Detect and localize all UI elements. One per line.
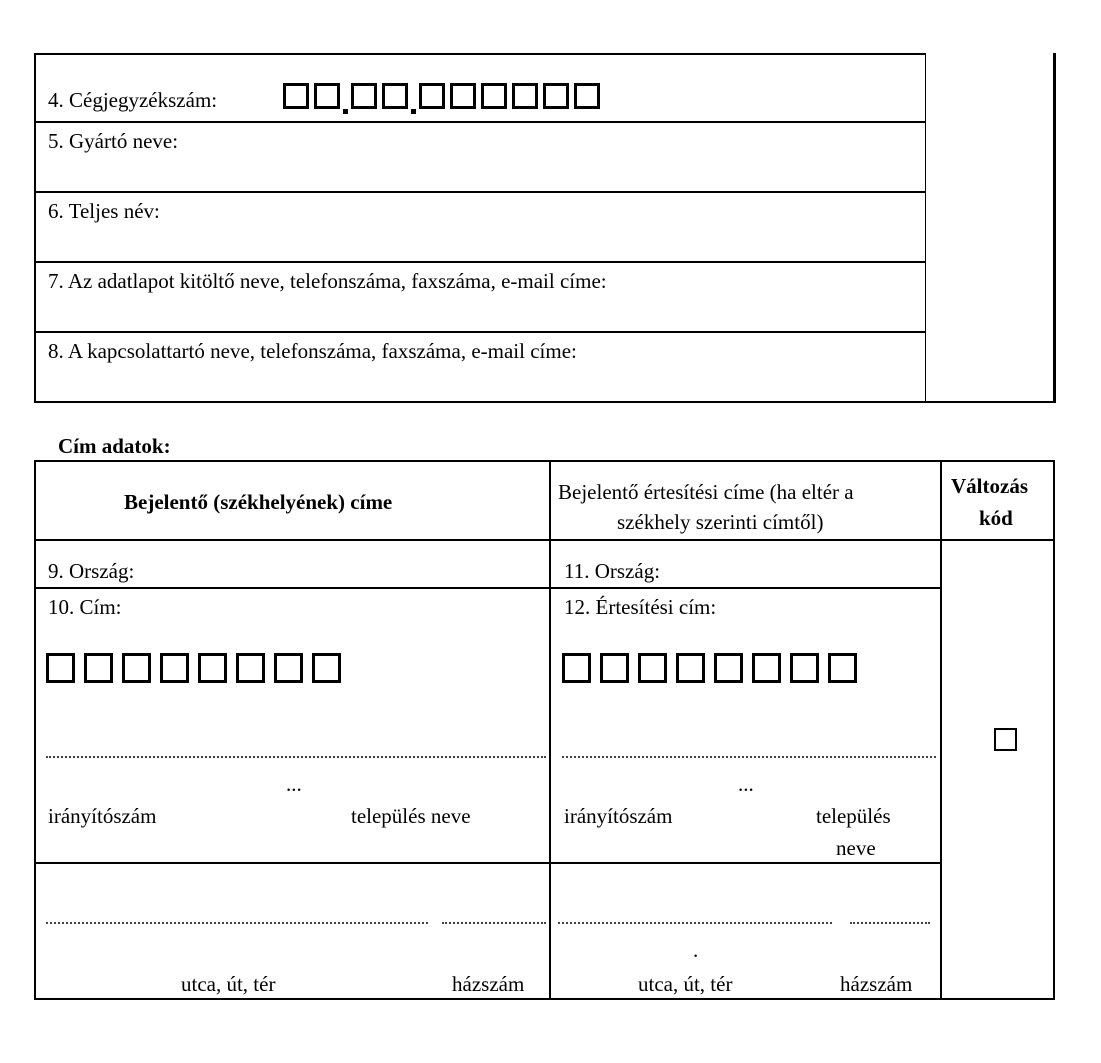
col1-header: Bejelentő (székhelyének) címe (124, 490, 393, 514)
address-table-top-border (34, 460, 1055, 462)
settlement-label-right-line1: település (816, 804, 891, 828)
address-row-bottom (34, 862, 942, 864)
col3-header-line1: Változás (951, 474, 1028, 498)
postcode-label-left: irányítószám (48, 804, 157, 828)
settlement-label-right-line2: neve (836, 836, 876, 860)
separator-dot (411, 109, 416, 114)
settlement-label-left: település neve (351, 804, 471, 828)
street-label-left: utca, út, tér (181, 972, 276, 996)
col2-header-line2: székhely szerinti címtől) (617, 510, 824, 534)
street-fill-line-left[interactable] (46, 922, 428, 924)
row-divider-6-7 (34, 261, 926, 263)
checkbox[interactable] (481, 83, 507, 109)
checkbox[interactable] (274, 653, 303, 683)
address-table-col-divider-1 (549, 460, 551, 1000)
checkbox[interactable] (419, 83, 445, 109)
address-section-title: Cím adatok: (58, 434, 171, 458)
checkbox[interactable] (676, 653, 705, 683)
row-divider-5-6 (34, 191, 926, 193)
checkbox[interactable] (450, 83, 476, 109)
row4-label: 4. Cégjegyzékszám: (48, 88, 218, 112)
address-table-bottom-border (34, 998, 1055, 1000)
postcode-settlement-fill-line-right[interactable] (562, 756, 936, 758)
ellipsis-right: ... (738, 772, 754, 796)
country-right-label: 11. Ország: (564, 559, 661, 583)
checkbox[interactable] (122, 653, 151, 683)
row-divider-4-5 (34, 121, 926, 123)
checkbox[interactable] (790, 653, 819, 683)
address-table-left-border (34, 460, 36, 1000)
address-table-header-bottom (34, 539, 1055, 541)
housenumber-fill-line-right[interactable] (850, 922, 930, 924)
checkbox[interactable] (283, 83, 309, 109)
row6-label: 6. Teljes név: (48, 199, 160, 223)
checkbox[interactable] (574, 83, 600, 109)
row-divider-7-8 (34, 331, 926, 333)
checkbox[interactable] (351, 83, 377, 109)
row5-label: 5. Gyártó neve: (48, 129, 179, 153)
address-right-label: 12. Értesítési cím: (564, 595, 717, 619)
company-registry-number-field[interactable] (283, 83, 600, 109)
change-code-checkbox[interactable] (994, 728, 1017, 751)
checkbox[interactable] (512, 83, 538, 109)
housenumber-label-left: házszám (452, 972, 525, 996)
checkbox[interactable] (314, 83, 340, 109)
checkbox[interactable] (828, 653, 857, 683)
checkbox[interactable] (638, 653, 667, 683)
checkbox[interactable] (46, 653, 75, 683)
street-fill-line-right[interactable] (558, 922, 832, 924)
row7-label: 7. Az adatlapot kitöltő neve, telefonszáma, faxszáma, e-mail címe: (48, 269, 607, 293)
address-table-right-border (1053, 460, 1055, 1000)
postcode-label-right: irányítószám (564, 804, 673, 828)
top-table-top-border (34, 53, 926, 55)
country-row-bottom (34, 587, 942, 589)
row8-label: 8. A kapcsolattartó neve, telefonszáma, faxszáma, e-mail címe: (48, 339, 577, 363)
postcode-settlement-fill-line-left[interactable] (46, 756, 546, 758)
checkbox[interactable] (236, 653, 265, 683)
checkbox[interactable] (600, 653, 629, 683)
col2-header-line1: Bejelentő értesítési címe (ha eltér a (558, 480, 854, 504)
checkbox[interactable] (752, 653, 781, 683)
street-dot-mark: . (693, 938, 699, 962)
separator-dot (343, 109, 348, 114)
checkbox[interactable] (312, 653, 341, 683)
checkbox[interactable] (198, 653, 227, 683)
address-table-col-divider-2 (940, 460, 942, 1000)
country-left-label: 9. Ország: (48, 559, 135, 583)
top-table-bottom-border (34, 401, 1056, 403)
ellipsis-left: ... (286, 772, 302, 796)
checkbox[interactable] (562, 653, 591, 683)
checkbox[interactable] (714, 653, 743, 683)
street-label-right: utca, út, tér (638, 972, 733, 996)
top-table-right-border (1053, 53, 1056, 403)
address-left-code-boxes[interactable] (46, 653, 341, 688)
checkbox[interactable] (160, 653, 189, 683)
address-right-code-boxes[interactable] (562, 653, 857, 688)
col3-header-line2: kód (979, 506, 1013, 530)
checkbox[interactable] (382, 83, 408, 109)
checkbox[interactable] (543, 83, 569, 109)
checkbox[interactable] (84, 653, 113, 683)
top-table-left-border (34, 53, 36, 403)
housenumber-label-right: házszám (840, 972, 913, 996)
address-left-label: 10. Cím: (48, 595, 122, 619)
housenumber-fill-line-left[interactable] (442, 922, 546, 924)
top-table-inner-right-border (925, 53, 926, 403)
